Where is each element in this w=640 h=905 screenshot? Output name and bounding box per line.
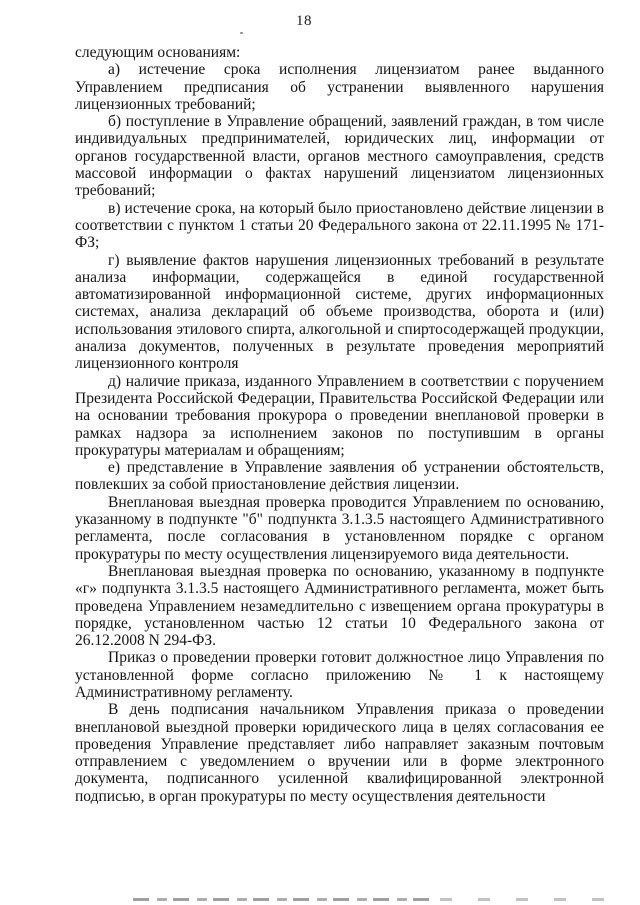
paragraph: д) наличие приказа, изданного Управлением в соответствии с поручением Президента Российской Федерации, Правительства Российской Федерации или на основании требования прокурора о проведении внеплановой проверки в рамках надзора за исполнением законов по поступившим в органы прокуратуры материалам и обращениям;: [75, 372, 604, 459]
paragraph: В день подписания начальником Управления приказа о проведении внеплановой выездной проверки юридического лица в целях согласования ее проведения Управление представляет либо направляет заказным почтовым отправлением с уведомлением о вручении или в форме электронного документа, подписанного усиленной квалифицированной электронной подписью, в орган прокуратуры по месту осуществления деятельности: [75, 701, 604, 805]
scan-speck: [240, 32, 243, 34]
page-number: 18: [296, 13, 312, 29]
paragraph: Внеплановая выездная проверка проводится Управлением по основанию, указанному в подпункте "б" подпункта 3.1.3.5 настоящего Административного регламента, после согласования в установленном порядке с органом прокуратуры по месту осуществления лицензируемого вида деятельности.: [75, 493, 604, 563]
paragraph: Приказ о проведении проверки готовит должностное лицо Управления по установленной форме согласно приложению № 1 к настоящему Административному регламенту.: [75, 649, 604, 701]
document-body: [75, 44, 604, 805]
paragraph: Внеплановая выездная проверка по основанию, указанному в подпункте «г» подпункта 3.1.3.5 настоящего Административного регламента, может быть проведена Управлением незамедлительно с извещением органа прокуратуры в порядке, установленном частью 12 статьи 10 Федерального закона от 26.12.2008 N 294-ФЗ.: [75, 562, 604, 650]
bottom-scan-artifact-sparse: [440, 898, 630, 901]
paragraph: а) истечение срока исполнения лицензиатом ранее выданного Управлением предписания об устранении выявленного нарушения лицензионных требований;: [75, 61, 604, 113]
paragraph: в) истечение срока, на который было приостановлено действие лицензии в соответствии с пунктом 1 статьи 20 Федерального закона от 22.11.1995 № 171-ФЗ;: [75, 199, 604, 252]
paragraph: б) поступление в Управление обращений, заявлений граждан, в том числе индивидуальных предпринимателей, юридических лиц, информации от органов государственной власти, органов местного самоуправления, средств массовой информации о фактах нарушений лицензиатом лицензионных требований;: [75, 113, 604, 200]
bottom-scan-artifact-dense: [133, 898, 433, 901]
paragraph: г) выявление фактов нарушения лицензионных требований в результате анализа информации, содержащейся в единой государственной автоматизированной информационной системе, других информационных системах, анализа деклараций об объеме производства, оборота и (или) использования этилового спирта, алкогольной и спиртосодержащей продукции, анализа документов, полученных в результате проведения мероприятий лицензионного контроля: [75, 251, 604, 373]
paragraph: е) представление в Управление заявления об устранении обстоятельств, повлекших за собой приостановление действия лицензии.: [75, 459, 604, 494]
paragraph: следующим основаниям:: [75, 44, 241, 61]
